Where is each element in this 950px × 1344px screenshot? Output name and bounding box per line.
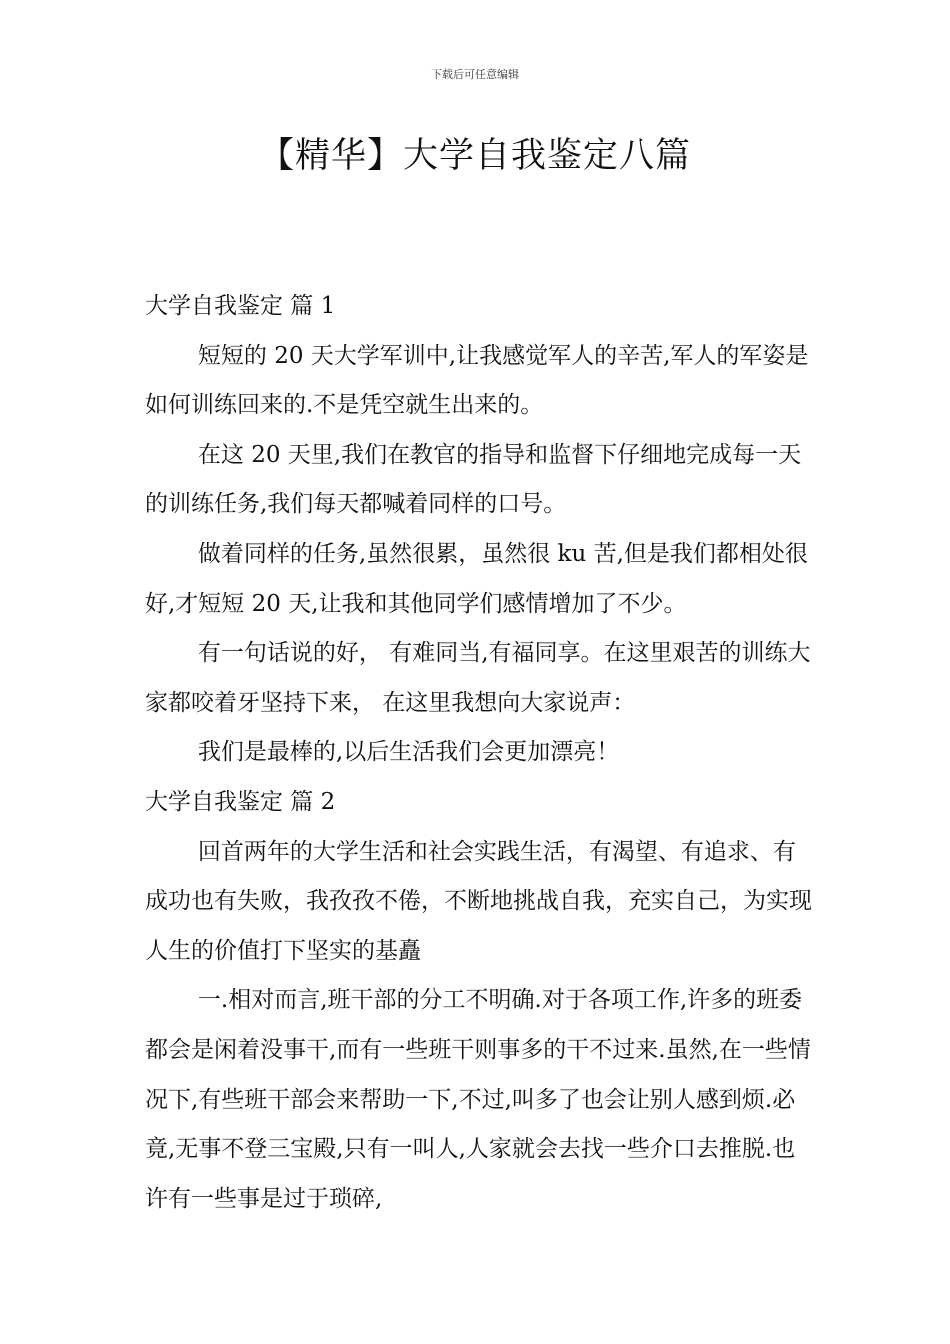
document-body (145, 282, 815, 1224)
paragraph: 回首两年的大学生活和社会实践生活，有渴望、有追求、有成功也有失败，我孜孜不倦，不断地挑战自我，充实自己，为实现人生的价值打下坚实的基矗 (145, 838, 812, 964)
section-heading: 大学自我鉴定 篇 1 (145, 293, 336, 319)
section-heading: 大学自我鉴定 篇 2 (145, 788, 336, 815)
paragraph: 在这 20 天里,我们在教官的指导和监督下仔细地完成每一天的训练任务,我们每天都喊着同样的口号。 (145, 441, 802, 518)
paragraph: 一.相对而言,班干部的分工不明确.对于各项工作,许多的班委都会是闲着没事干,而有一些班干则事多的干不过来.虽然,在一些情况下,有些班干部会来帮助一下,不过,叫多了也会让别人感到烦.必竟,无事不登三宝殿,只有一叫人,人家就会去找一些介口去推脱.也许有一些事是过于琐碎, (145, 987, 811, 1212)
paragraph: 有一句话说的好， 有难同当,有福同享。在这里艰苦的训练大家都咬着牙坚持下来， 在这里我想向大家说声： (145, 640, 811, 716)
paragraph: 做着同样的任务,虽然很累，虽然很 ku 苦,但是我们都相处很好,才短短 20 天,让我和其他同学们感情增加了不少。 (145, 540, 808, 617)
paragraph: 我们是最棒的,以后生活我们会更加漂亮！ (197, 739, 620, 766)
paragraph: 短短的 20 天大学军训中,让我感觉军人的辛苦,军人的军姿是如何训练回来的.不是凭空就生出来的。 (145, 342, 809, 419)
document-title: 【精华】大学自我鉴定八篇 (258, 136, 691, 176)
header-note: 下载后可任意编辑 (431, 68, 519, 81)
